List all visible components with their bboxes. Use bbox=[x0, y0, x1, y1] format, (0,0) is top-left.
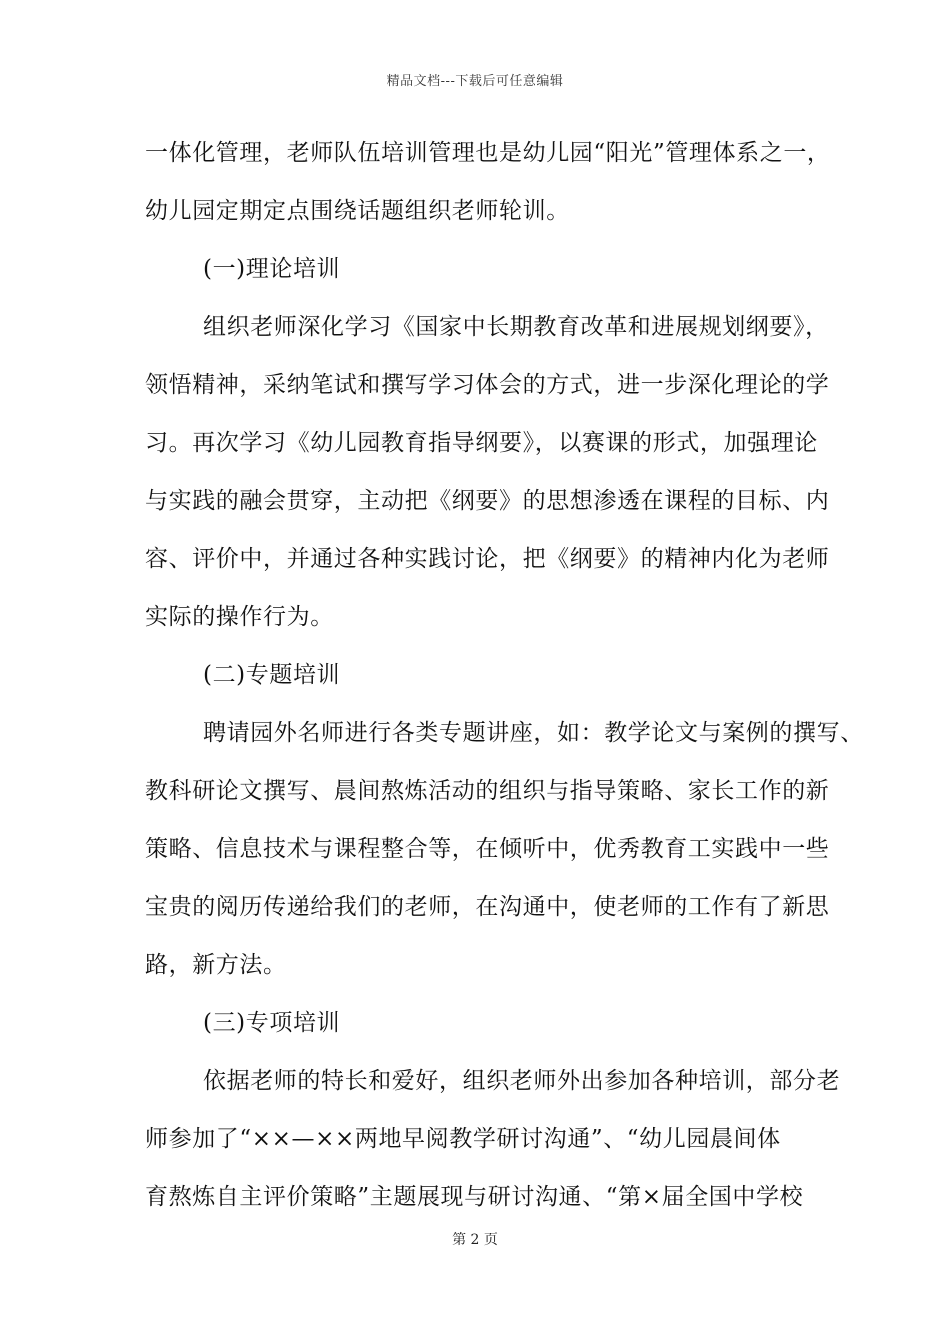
section-heading-topic: (二)专题培训 bbox=[203, 662, 341, 688]
body-line: 一体化管理，老师队伍培训管理也是幼儿园“阳光”管理体系之一， bbox=[145, 140, 831, 166]
body-line: 与实践的融会贯穿，主动把《纲要》的思想渗透在课程的目标、内 bbox=[145, 488, 830, 514]
body-line: 领悟精神，采纳笔试和撰写学习体会的方式，进一步深化理论的学 bbox=[145, 372, 830, 398]
body-line: 教科研论文撰写、晨间熬炼活动的组织与指导策略、家长工作的新 bbox=[145, 778, 830, 804]
body-line: 组织老师深化学习《国家中长期教育改革和进展规划纲要》， bbox=[203, 314, 829, 340]
body-line: 宝贵的阅历传递给我们的老师，在沟通中，使老师的工作有了新思 bbox=[145, 894, 830, 920]
body-line: 师参加了“××—××两地早阅教学研讨沟通”、“幼儿园晨间体 bbox=[145, 1126, 781, 1152]
page-number: 第 2 页 bbox=[452, 1232, 498, 1248]
body-line: 路，新方法。 bbox=[145, 952, 287, 978]
document-body bbox=[145, 124, 864, 1226]
page-header: 精品文档---下载后可任意编辑 bbox=[386, 74, 564, 89]
body-line: 聘请园外名师进行各类专题讲座，如：教学论文与案例的撰写、 bbox=[203, 720, 864, 746]
body-line: 容、评价中，并通过各种实践讨论，把《纲要》的精神内化为老师 bbox=[145, 546, 830, 572]
body-line: 育熬炼自主评价策略”主题展现与研讨沟通、“第×届全国中学校 bbox=[145, 1184, 804, 1210]
section-heading-theory: (一)理论培训 bbox=[203, 256, 341, 282]
body-line: 习。再次学习《幼儿园教育指导纲要》，以赛课的形式，加强理论 bbox=[145, 430, 818, 456]
body-line: 依据老师的特长和爱好，组织老师外出参加各种培训，部分老 bbox=[203, 1068, 841, 1094]
body-line: 实际的操作行为。 bbox=[145, 604, 334, 630]
section-heading-special: (三)专项培训 bbox=[203, 1010, 341, 1036]
body-line: 幼儿园定期定点围绕话题组织老师轮训。 bbox=[145, 198, 570, 224]
body-line: 策略、信息技术与课程整合等，在倾听中，优秀教育工实践中一些 bbox=[145, 836, 830, 862]
